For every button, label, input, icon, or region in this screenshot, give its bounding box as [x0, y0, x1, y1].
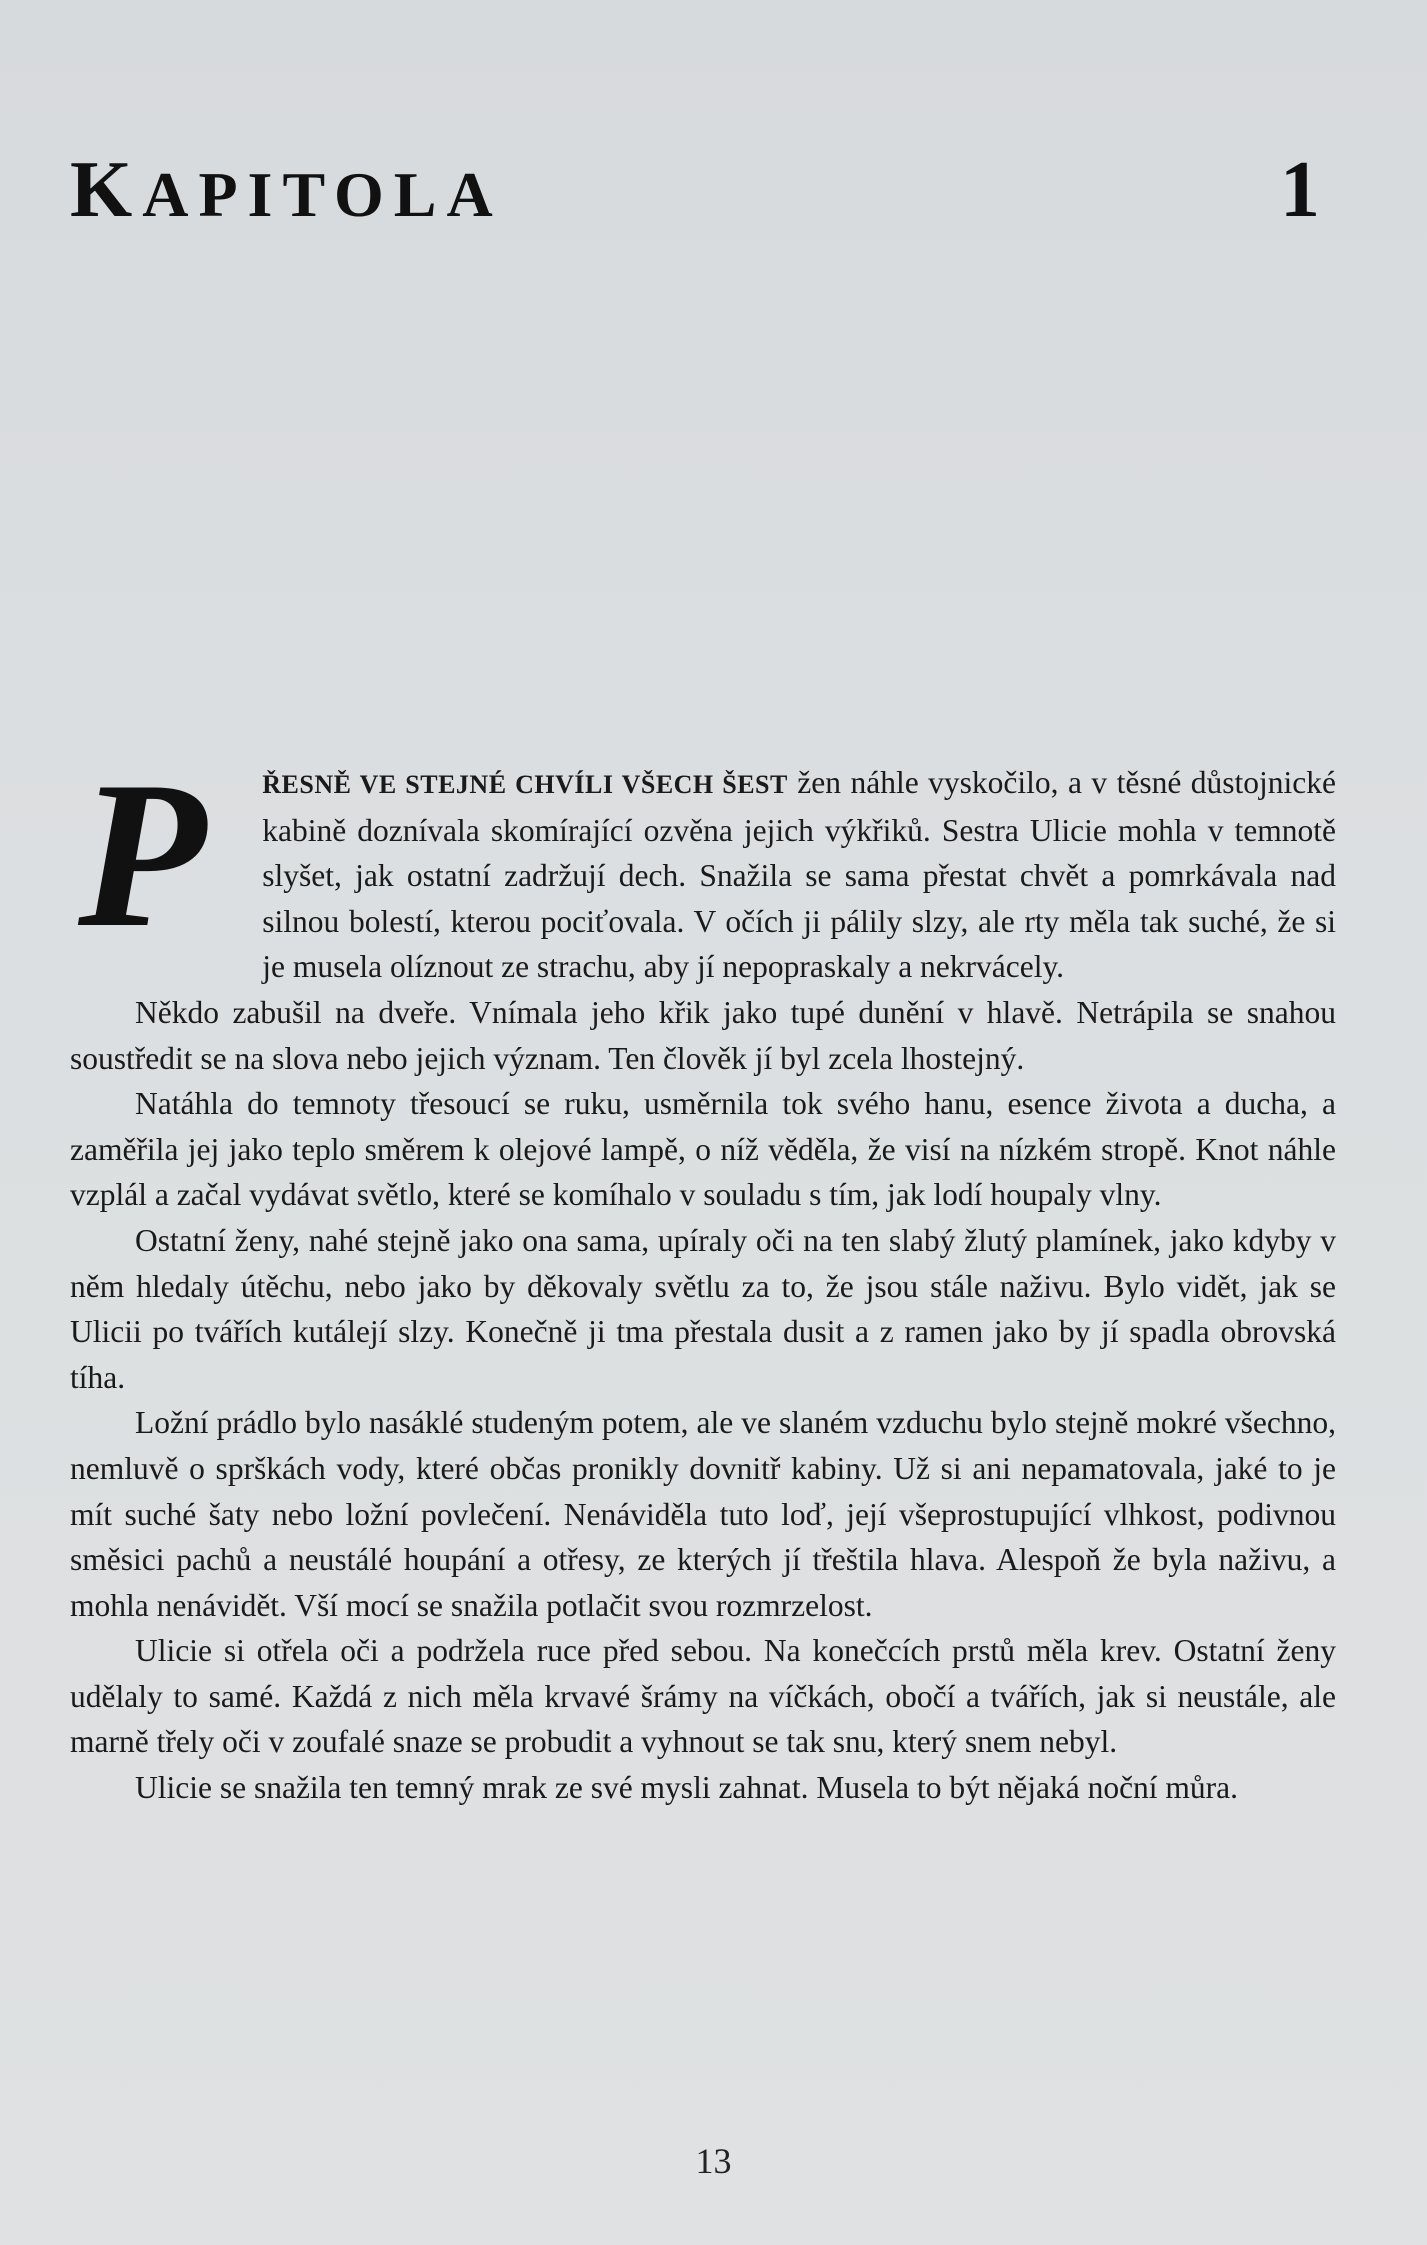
page-number: 13 [695, 2141, 732, 2181]
chapter-body [70, 739, 1336, 1811]
paragraph-2: Někdo zabušil na dveře. Vnímala jeho křik jako tupé dunění v hlavě. Netrápila se snahou soustředit se na slova nebo jejich význam. Ten člověk jí byl zcela lhostejný. [70, 994, 1336, 1076]
chapter-heading [70, 140, 1320, 240]
drop-cap: P [78, 739, 207, 971]
paragraph-4: Ostatní ženy, nahé stejně jako ona sama, upíraly oči na ten slabý žlutý plamínek, jako kdyby v něm hledaly útěchu, nebo jako by děkovaly světlu za to, že jsou stále naživu. Bylo vidět, jak se Ulicii po tvářích kutálejí slzy. Konečně ji tma přestala dusit a z ramen jako by jí spadla obrovská tíha. [70, 1222, 1336, 1395]
paragraph-6: Ulicie si otřela oči a podržela ruce před sebou. Na konečcích prstů měla krev. Ostatní ženy udělaly to samé. Každá z nich měla krvavé šrámy na víčkách, obočí a tvářích, jak si neustále, ale marně třely oči v zoufalé snaze se probudit a vyhnout se tak snu, který snem nebyl. [70, 1633, 1336, 1760]
paragraph-7: Ulicie se snažila ten temný mrak ze své mysli zahnat. Musela to být nějaká noční můra. [135, 1770, 1239, 1806]
lead-in-small-caps: ŘESNĚ VE STEJNÉ CHVÍLI VŠECH ŠEST [262, 770, 788, 799]
chapter-number: 1 [1280, 146, 1320, 234]
paragraph-3: Natáhla do temnoty třesoucí se ruku, usměrnila tok svého hanu, esence života a ducha, a zaměřila jej jako teplo směrem k olejové lampě, o níž věděla, že visí na nízkém stropě. Knot náhle vzplál a začal vydávat světlo, které se komíhalo v souladu s tím, jak lodí houpaly vlny. [70, 1086, 1336, 1213]
paragraph-1 [70, 739, 1336, 990]
paragraph-1-text: žen náhle vyskočilo, a v těsné důstojnické kabině doznívala skomírající ozvěna jejich výkřiků. Sestra Ulicie mohla v temnotě slyšet, jak ostatní zadržují dech. Snažila se sama přestat chvět a pomrkávala nad silnou bolestí, kterou pociťovala. V očích ji pálily slzy, ale rty měla tak suché, že si je musela olíznout ze strachu, aby jí nepopraskaly a nekrvácely. [262, 765, 1336, 985]
chapter-title [70, 140, 503, 245]
paragraph-5: Ložní prádlo bylo nasáklé studeným potem, ale ve slaném vzduchu bylo stejně mokré všechno, nemluvě o sprškách vody, které občas pronikly dovnitř kabiny. Už si ani nepamatovala, jaké to je mít suché šaty nebo ložní povlečení. Nenáviděla tuto loď, její všeprostupující vlhkost, podivnou směsici pachů a neustálé houpání a otřesy, ze kterých jí třeštila hlava. Alespoň že byla naživu, a mohla nenávidět. Vší mocí se snažila potlačit svou rozmrzelost. [70, 1405, 1336, 1623]
chapter-title-rest: APITOLA [142, 159, 503, 230]
chapter-title-initial: K [70, 146, 143, 234]
